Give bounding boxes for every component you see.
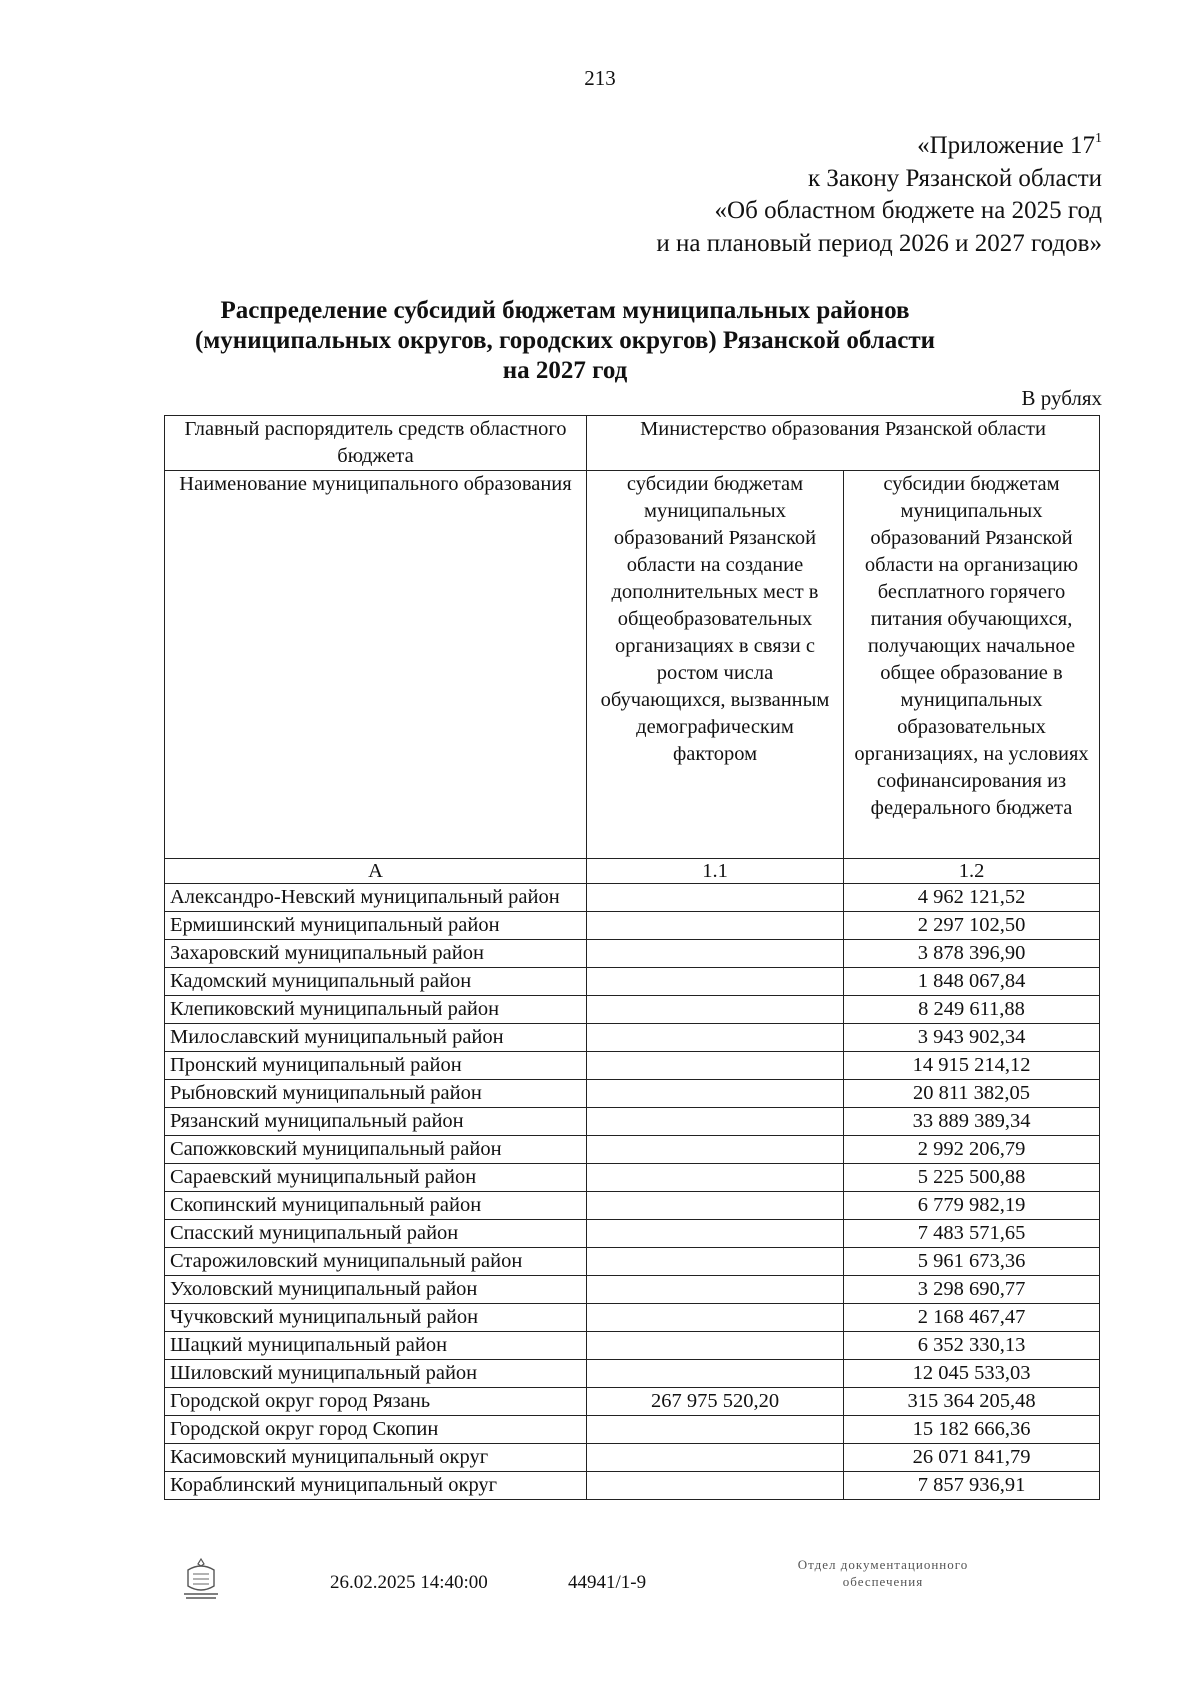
table-row	[165, 1360, 1100, 1388]
table-row	[165, 1332, 1100, 1360]
table-row	[165, 1416, 1100, 1444]
table-row	[165, 1388, 1100, 1416]
value-col-1-2: 2 992 206,79	[844, 1136, 1100, 1164]
column-number-row	[165, 859, 1100, 884]
appendix-line-4: и на плановый период 2026 и 2027 годов»	[656, 229, 1102, 257]
value-col-1-2: 2 297 102,50	[844, 912, 1100, 940]
table-row	[165, 996, 1100, 1024]
value-col-1-1	[587, 884, 844, 912]
table-row	[165, 1444, 1100, 1472]
footer-datetime: 26.02.2025 14:40:00	[330, 1572, 488, 1593]
value-col-1-1	[587, 1444, 844, 1472]
value-col-1-1	[587, 1248, 844, 1276]
col-label-a: А	[165, 859, 587, 884]
value-col-1-1	[587, 1416, 844, 1444]
header-row-columns	[165, 471, 1100, 859]
units-label: В рублях	[1021, 386, 1102, 410]
emblem-icon	[180, 1556, 222, 1602]
value-col-1-2: 5 961 673,36	[844, 1248, 1100, 1276]
value-col-1-2: 20 811 382,05	[844, 1080, 1100, 1108]
page-footer	[0, 1557, 1200, 1604]
value-col-1-2: 6 352 330,13	[844, 1332, 1100, 1360]
table-row	[165, 1108, 1100, 1136]
value-col-1-1	[587, 1052, 844, 1080]
value-col-1-1	[587, 1220, 844, 1248]
subsidy-table	[164, 415, 1100, 1500]
value-col-1-2: 12 045 533,03	[844, 1360, 1100, 1388]
table-row	[165, 1472, 1100, 1500]
department-stamp	[738, 1556, 1028, 1590]
footer-doc-number: 44941/1-9	[568, 1572, 647, 1593]
municipality-name: Шацкий муниципальный район	[165, 1332, 587, 1360]
value-col-1-1	[587, 1164, 844, 1192]
value-col-1-1	[587, 940, 844, 968]
appendix-header	[656, 130, 1102, 260]
municipality-name: Городской округ город Рязань	[165, 1388, 587, 1416]
appendix-line-1: «Приложение $17^1$	[917, 131, 1102, 159]
value-col-1-1	[587, 1024, 844, 1052]
municipality-name: Чучковский муниципальный район	[165, 1304, 587, 1332]
municipality-name: Кадомский муниципальный район	[165, 968, 587, 996]
appendix-line-2: к Закону Рязанской области	[808, 164, 1102, 192]
stamp-line-2: обеспечения	[842, 1574, 924, 1589]
municipality-name: Клепиковский муниципальный район	[165, 996, 587, 1024]
municipality-name: Старожиловский муниципальный район	[165, 1248, 587, 1276]
value-col-1-2: 4 962 121,52	[844, 884, 1100, 912]
table-row	[165, 1024, 1100, 1052]
header-ministry: Министерство образования Рязанской области	[587, 416, 1100, 471]
table-row	[165, 1220, 1100, 1248]
title-line-3: на 2027 год	[502, 357, 628, 384]
municipality-name: Скопинский муниципальный район	[165, 1192, 587, 1220]
table-row	[165, 884, 1100, 912]
municipality-name: Ухоловский муниципальный район	[165, 1276, 587, 1304]
table-row	[165, 1248, 1100, 1276]
value-col-1-1	[587, 1276, 844, 1304]
value-col-1-2: 8 249 611,88	[844, 996, 1100, 1024]
value-col-1-2: 7 857 936,91	[844, 1472, 1100, 1500]
municipality-name: Ермишинский муниципальный район	[165, 912, 587, 940]
table-row	[165, 1164, 1100, 1192]
appendix-superscript: 1	[1095, 131, 1102, 146]
header-municipality-name: Наименование муниципального образования	[165, 471, 587, 859]
municipality-name: Рыбновский муниципальный район	[165, 1080, 587, 1108]
value-col-1-1	[587, 1304, 844, 1332]
value-col-1-2: 26 071 841,79	[844, 1444, 1100, 1472]
municipality-name: Спасский муниципальный район	[165, 1220, 587, 1248]
municipality-name: Александро-Невский муниципальный район	[165, 884, 587, 912]
value-col-1-2: 1 848 067,84	[844, 968, 1100, 996]
table-row	[165, 1192, 1100, 1220]
value-col-1-1	[587, 1108, 844, 1136]
municipality-name: Захаровский муниципальный район	[165, 940, 587, 968]
value-col-1-2: 33 889 389,34	[844, 1108, 1100, 1136]
title-line-2: (муниципальных округов, городских округов) Рязанской области	[194, 327, 936, 354]
table-row	[165, 968, 1100, 996]
value-col-1-2: 3 878 396,90	[844, 940, 1100, 968]
municipality-name: Сараевский муниципальный район	[165, 1164, 587, 1192]
municipality-name: Шиловский муниципальный район	[165, 1360, 587, 1388]
col-label-1-1: 1.1	[587, 859, 844, 884]
value-col-1-2: 315 364 205,48	[844, 1388, 1100, 1416]
value-col-1-1	[587, 1136, 844, 1164]
table-row	[165, 1304, 1100, 1332]
table-row	[165, 940, 1100, 968]
value-col-1-1	[587, 1332, 844, 1360]
value-col-1-2: 5 225 500,88	[844, 1164, 1100, 1192]
value-col-1-1	[587, 1472, 844, 1500]
value-col-1-2: 3 298 690,77	[844, 1276, 1100, 1304]
value-col-1-2: 14 915 214,12	[844, 1052, 1100, 1080]
value-col-1-2: 6 779 982,19	[844, 1192, 1100, 1220]
value-col-1-1	[587, 912, 844, 940]
table-row	[165, 1080, 1100, 1108]
header-col-1-1: субсидии бюджетам муниципальных образований Рязанской области на создание дополнительных мест в общеобразовательных организациях в связи с ростом числа обучающихся, вызванным демографическим фактором	[587, 471, 844, 859]
value-col-1-1	[587, 996, 844, 1024]
table-row	[165, 1276, 1100, 1304]
page-number: 213	[584, 66, 616, 90]
stamp-line-1: Отдел документационного	[797, 1557, 969, 1572]
value-col-1-2: 3 943 902,34	[844, 1024, 1100, 1052]
municipality-name: Пронский муниципальный район	[165, 1052, 587, 1080]
appendix-line-3: «Об областном бюджете на 2025 год	[714, 197, 1102, 224]
header-row-distributor	[165, 416, 1100, 471]
municipality-name: Сапожковский муниципальный район	[165, 1136, 587, 1164]
value-col-1-2: 15 182 666,36	[844, 1416, 1100, 1444]
value-col-1-1	[587, 968, 844, 996]
value-col-1-1	[587, 1192, 844, 1220]
header-distributor-label: Главный распорядитель средств областного бюджета	[165, 416, 587, 471]
value-col-1-2: 2 168 467,47	[844, 1304, 1100, 1332]
title-line-1: Распределение субсидий бюджетам муниципальных районов	[220, 297, 910, 324]
value-col-1-1	[587, 1080, 844, 1108]
table-row	[165, 1136, 1100, 1164]
col-label-1-2: 1.2	[844, 859, 1100, 884]
header-col-1-2: субсидии бюджетам муниципальных образований Рязанской области на организацию бесплатного горячего питания обучающихся, получающих начальное общее образование в муниципальных образовательных организациях, на условиях софинансирования из федерального бюджета	[844, 471, 1100, 859]
municipality-name: Кораблинский муниципальный округ	[165, 1472, 587, 1500]
value-col-1-1: 267 975 520,20	[587, 1388, 844, 1416]
table-row	[165, 912, 1100, 940]
municipality-name: Рязанский муниципальный район	[165, 1108, 587, 1136]
municipality-name: Касимовский муниципальный округ	[165, 1444, 587, 1472]
document-title	[150, 296, 980, 386]
municipality-name: Милославский муниципальный район	[165, 1024, 587, 1052]
value-col-1-1	[587, 1360, 844, 1388]
table-row	[165, 1052, 1100, 1080]
municipality-name: Городской округ город Скопин	[165, 1416, 587, 1444]
value-col-1-2: 7 483 571,65	[844, 1220, 1100, 1248]
